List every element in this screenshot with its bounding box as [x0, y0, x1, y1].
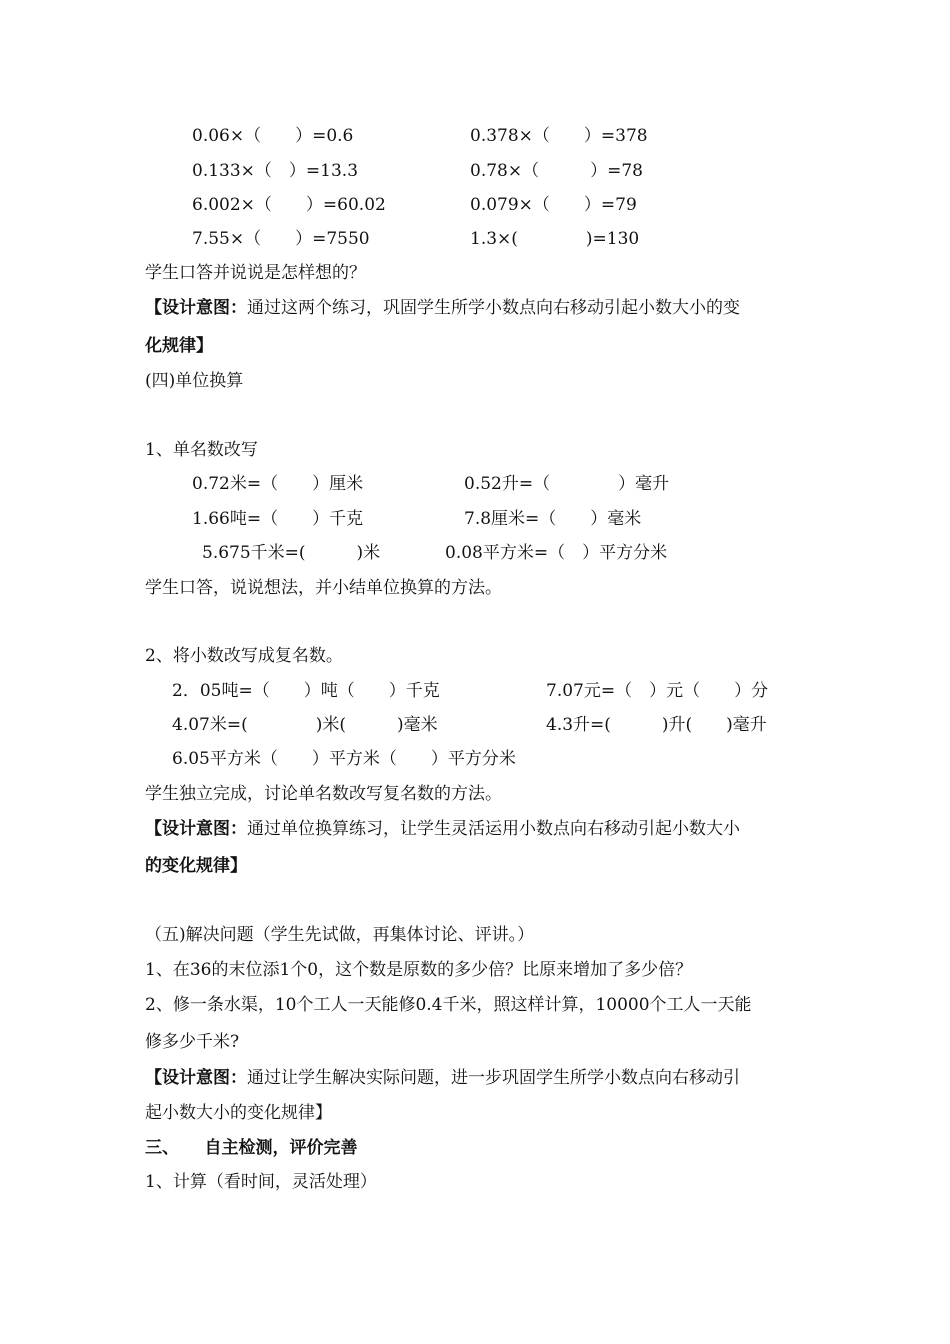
design-intent	[145, 1068, 740, 1088]
exercise-item: 7.55×（ ）=7550	[192, 229, 370, 249]
exercise-item: 7.8厘米=（ ）毫米	[464, 509, 642, 529]
exercise-item: 1.66吨=（ ）千克	[192, 509, 364, 529]
exercise-item: 0.378×（ ）=378	[470, 126, 648, 146]
exercise-item: 0.06×（ ）=0.6	[192, 126, 354, 146]
exercise-item: 6.002×（ ）=60.02	[192, 195, 386, 215]
section-heading: （五)解决问题（学生先试做，再集体讨论、评讲。）	[145, 925, 535, 945]
exercise-item: 0.133×（ ）=13.3	[192, 161, 359, 181]
design-intent-end: 的变化规律】	[145, 856, 247, 876]
design-intent-text: 通过单位换算练习，让学生灵活运用小数点向右移动引起小数大小	[247, 819, 740, 839]
paragraph: 学生口答并说说是怎样想的？	[145, 263, 366, 283]
design-intent-end: 化规律】	[145, 336, 213, 356]
exercise-item: 0.08平方米=（ ）平方分米	[445, 543, 668, 563]
question-title: 1、单名数改写	[145, 440, 258, 460]
design-intent	[145, 298, 740, 318]
design-intent-end: 起小数大小的变化规律】	[145, 1103, 332, 1123]
exercise-item: 7.07元=（ ）元（ ）分	[546, 681, 769, 701]
section-heading: (四)单位换算	[145, 371, 244, 391]
exercise-item: 0.78×（ ）=78	[470, 161, 643, 181]
design-intent	[145, 819, 740, 839]
paragraph: 2、修一条水渠，10个工人一天能修0.4千米，照这样计算，10000个工人一天能	[145, 995, 752, 1015]
exercise-item: 0.72米=（ ）厘米	[192, 474, 364, 494]
exercise-item: 4.3升=( )升( )毫升	[546, 715, 767, 735]
design-intent-text: 通过这两个练习，巩固学生所学小数点向右移动引起小数大小的变	[247, 298, 740, 318]
section-heading: 三、 自主检测，评价完善	[145, 1138, 358, 1158]
paragraph: 学生口答，说说想法，并小结单位换算的方法。	[145, 578, 502, 598]
exercise-item: 2．05吨=（ ）吨（ ）千克	[172, 681, 440, 701]
paragraph: 1、在36的末位添1个0，这个数是原数的多少倍？比原来增加了多少倍？	[145, 960, 693, 980]
paragraph: 学生独立完成，讨论单名数改写复名数的方法。	[145, 784, 502, 804]
exercise-item: 0.52升=（ ）毫升	[464, 474, 670, 494]
question-title: 2、将小数改写成复名数。	[145, 646, 343, 666]
design-intent-label: 【设计意图：	[145, 819, 247, 839]
exercise-item: 6.05平方米（ ）平方米（ ）平方分米	[172, 749, 516, 769]
exercise-item: 5.675千米=( )米	[202, 543, 381, 563]
exercise-item: 0.079×（ ）=79	[470, 195, 637, 215]
design-intent-label: 【设计意图：	[145, 298, 247, 318]
design-intent-text: 通过让学生解决实际问题，进一步巩固学生所学小数点向右移动引	[247, 1068, 740, 1088]
paragraph: 1、计算（看时间，灵活处理）	[145, 1172, 377, 1192]
paragraph: 修多少千米?	[145, 1032, 240, 1052]
exercise-item: 1.3×( )=130	[470, 229, 640, 249]
design-intent-label: 【设计意图：	[145, 1068, 247, 1088]
exercise-item: 4.07米=( )米( )毫米	[172, 715, 438, 735]
